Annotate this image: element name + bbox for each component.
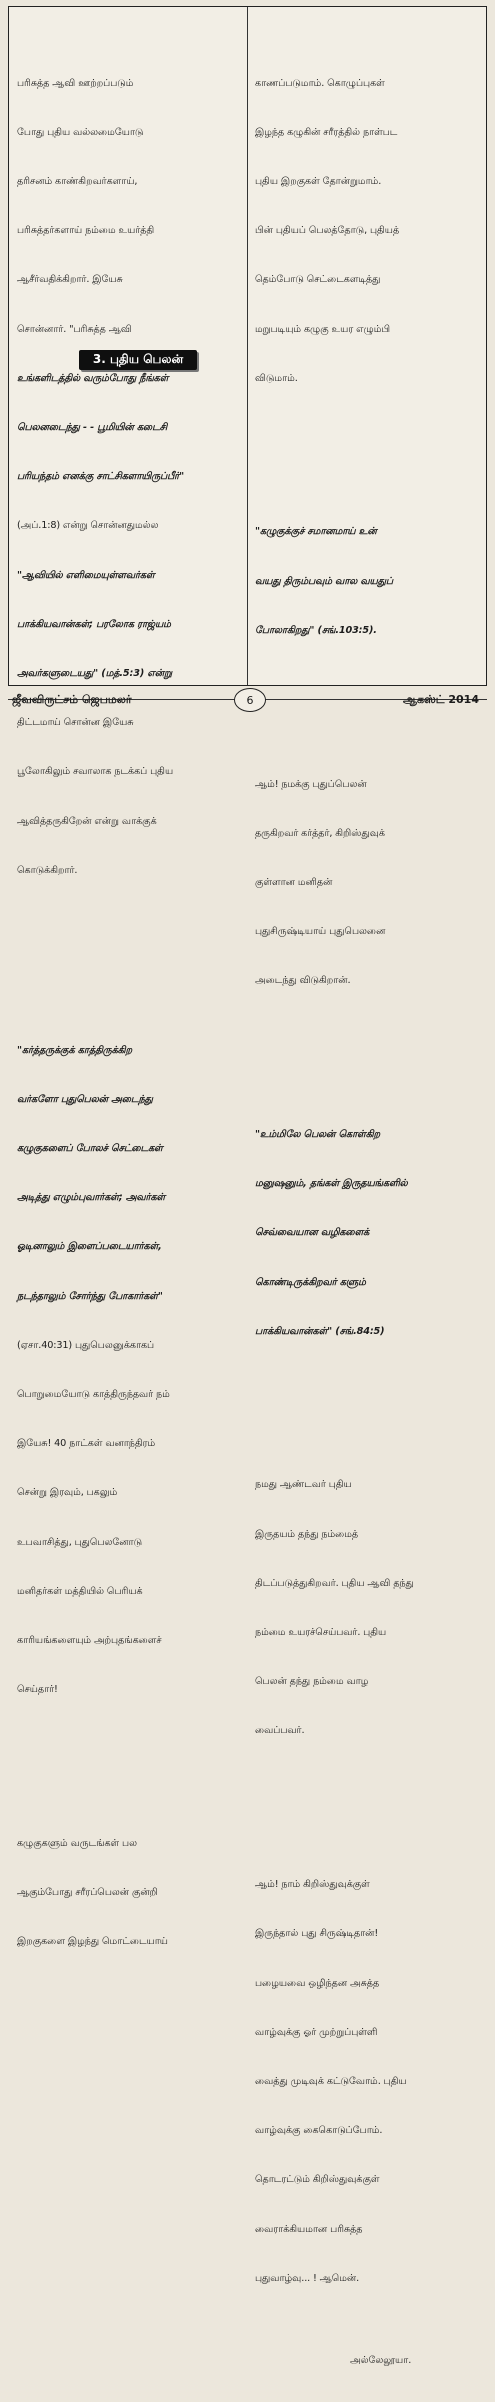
- text-line: வர்களோ புதுபெலன் அடைந்து: [17, 1093, 153, 1105]
- text-line: வைத்து முடிவுக் கட்டுவோம். புதிய: [255, 2075, 407, 2087]
- text-line: ஆவித்தருகிறேன் என்று வாக்குக்: [17, 815, 157, 827]
- text-line: பழையவை ஒழிந்தன அசுத்த: [255, 1977, 380, 1989]
- right-paragraph-4: [255, 1844, 483, 2320]
- paragraph-gap: [255, 1805, 483, 1811]
- text-line: சொன்னார். "பரிசுத்த ஆவி: [17, 323, 132, 335]
- text-line: ஆகும்போது சரீரப்பெலன் குன்றி: [17, 1887, 158, 1898]
- text-line: பாக்கியவான்கள்; பரலோக ராஜ்யம்: [17, 618, 171, 630]
- text-line: செய்தார்!: [17, 1684, 58, 1696]
- text-line: புதிய இறகுகள் தோன்றுமாம்.: [255, 176, 382, 188]
- closing-line: அல்லேலூயா.: [350, 2354, 412, 2366]
- text-line: போது புதிய வல்லமையோடு: [17, 126, 144, 138]
- text-line: பரியந்தம் எனக்கு சாட்சிகளாயிருப்பீர்": [17, 471, 184, 483]
- text-line: மறுபடியும் கழுகு உயர எழும்பி: [255, 323, 391, 335]
- text-line: பரிசுத்த ஆவி ஊற்றப்படும்: [17, 77, 134, 89]
- section-heading: 3. புதிய பெலன்: [79, 350, 197, 370]
- text-line: (ஏசா.40:31) புதுபெலனுக்காகப்: [17, 1339, 155, 1351]
- text-line: நமது ஆண்டவர் புதிய: [255, 1479, 352, 1491]
- text-line: வைராக்கியமான பரிசுத்த: [255, 2223, 363, 2235]
- heading-spacer: [17, 945, 243, 977]
- text-line: விடுமாம்.: [255, 372, 298, 384]
- page-number: 6: [234, 688, 266, 712]
- issue-date: ஆகஸ்ட் 2014: [403, 693, 479, 706]
- text-line: நடந்தாலும் சோர்ந்து போகார்கள்": [17, 1290, 163, 1302]
- text-line: "ஆவியில் எளிமையுள்ளவர்கள்: [17, 569, 155, 581]
- right-quote-2: [255, 1094, 483, 1373]
- text-line: புதுசிருஷ்டியாய் புதுபெலனை: [255, 926, 386, 938]
- text-line: இயேசு! 40 நாட்கள் வனாந்திரம்: [17, 1438, 156, 1450]
- text-line: காணப்படுமாம். கொழுப்புகள்: [255, 77, 385, 89]
- text-line: மனிதர்கள் மத்தியில் பெரியக்: [17, 1585, 143, 1597]
- text-line: பூலோகிலும் சவாலாக நடக்கப் புதிய: [17, 766, 174, 778]
- text-line: மனுஷனும், தங்கள் இருதயங்களில்: [255, 1178, 408, 1190]
- left-paragraph-1: [17, 43, 243, 912]
- text-line: பாக்கியவான்கள்" (சங்.84:5): [255, 1325, 385, 1337]
- text-line: (அப்.1:8) என்று சொன்னதுமல்ல: [17, 520, 159, 532]
- text-line: திடப்படுத்துகிறவர். புதிய ஆவி தந்து: [255, 1577, 414, 1589]
- text-line: ஆம்! நாம் கிறிஸ்துவுக்குள்: [255, 1879, 370, 1891]
- text-line: செவ்வையான வழிகளைக்: [255, 1227, 370, 1239]
- text-line: தரிசனம் காண்கிறவர்களாய்,: [17, 176, 138, 188]
- paragraph-gap: [255, 1055, 483, 1061]
- right-quote-1: [255, 492, 483, 672]
- left-column: [17, 10, 243, 2016]
- text-line: "உம்மிலே பெலன் கொள்கிற: [255, 1128, 380, 1140]
- text-line: இறகுகளை இழந்து மொட்டையாய்: [17, 1936, 168, 1948]
- text-line: காரியங்களையும் அற்புதங்களைச்: [17, 1634, 162, 1646]
- text-line: கொண்டிருக்கிறவர் களும்: [255, 1276, 366, 1288]
- text-line: கழுகுகளும் வருடங்கள் பல: [17, 1837, 137, 1849]
- text-line: "கர்த்தருக்குக் காத்திருக்கிற: [17, 1044, 132, 1056]
- paragraph-gap: [255, 1406, 483, 1412]
- text-line: குள்ளான மனிதன்: [255, 876, 333, 888]
- text-line: தொடரட்டும் கிறிஸ்துவுக்குள்: [255, 2174, 380, 2186]
- text-line: போலாகிறது" (சங்.103:5).: [255, 624, 377, 636]
- text-line: திட்டமாய் சொன்ன இயேசு: [17, 717, 134, 729]
- text-line: அடித்து எழும்புவார்கள்; அவர்கள்: [17, 1192, 166, 1204]
- text-line: வைப்பவர்.: [255, 1725, 305, 1737]
- paragraph-gap: [17, 1764, 243, 1770]
- text-line: கழுகுகளைப் போலச் செட்டைகள்: [17, 1142, 163, 1154]
- text-line: ஓடினாலும் இளைப்படையார்கள்,: [17, 1241, 162, 1253]
- text-line: சென்று இரவும், பகலும்: [17, 1487, 118, 1499]
- text-line: பெலனடைந்து - - பூமியின் கடைசி: [17, 422, 168, 434]
- text-line: பொறுமையோடு காத்திருந்தவர் நம்: [17, 1388, 170, 1400]
- text-line: வாழ்வுக்கு கைகொடுப்போம்.: [255, 2125, 383, 2137]
- right-paragraph-1: [255, 43, 483, 420]
- page-footer: [8, 688, 487, 714]
- text-line: கொடுக்கிறார்.: [17, 864, 78, 876]
- text-line: இருந்தால் புது சிருஷ்டிதான்!: [255, 1928, 379, 1940]
- paragraph-gap: [255, 453, 483, 459]
- column-divider: [247, 7, 248, 685]
- text-line: அடைந்து விடுகிறான்.: [255, 975, 351, 987]
- right-paragraph-2: [255, 744, 483, 1023]
- text-line: உபவாசித்து, புதுபெலனோடு: [17, 1536, 143, 1548]
- text-line: அவர்களுடையது" (மத்.5:3) என்று: [17, 668, 172, 680]
- text-line: பரிசுத்தர்களாய் நம்மை உயர்த்தி: [17, 225, 155, 237]
- left-paragraph-3: [17, 1803, 243, 1983]
- text-line: வயது திரும்பவும் வால வயதுப்: [255, 575, 393, 587]
- text-line: தெம்போடு செட்டைகளடித்து: [255, 274, 381, 286]
- text-line: நம்மை உயரச்செய்பவர். புதிய: [255, 1627, 387, 1639]
- text-line: பெலன் தந்து நம்மை வாழ: [255, 1676, 369, 1688]
- right-paragraph-3: [255, 1445, 483, 1773]
- left-paragraph-2: [17, 1010, 243, 1732]
- text-line: "கழுகுக்குச் சமானமாய் உன்: [255, 526, 377, 538]
- text-line: இருதயம் தந்து நம்மைத்: [255, 1528, 359, 1540]
- text-line: உங்களிடத்தில் வரும்போது நீங்கள்: [17, 372, 169, 384]
- text-line: பின் புதியப் பெலத்தோடு, புதியத்: [255, 225, 400, 237]
- text-line: புதுவாழ்வு... ! ஆமென்.: [255, 2272, 360, 2284]
- text-line: வாழ்வுக்கு ஓர் முற்றுப்புள்ளி: [255, 2026, 378, 2038]
- text-line: இழந்த கழுகின் சரீரத்தில் நாள்பட: [255, 126, 398, 138]
- right-column: [255, 10, 483, 2402]
- text-line: ஆம்! நமக்கு புதுப்பெலன்: [255, 778, 367, 790]
- text-line: ஆசீர்வதிக்கிறார். இயேசு: [17, 274, 123, 286]
- magazine-name: ஜீவவிருட்சம் ஜெபமலர்: [12, 693, 132, 706]
- text-line: தருகிறவர் கர்த்தர், கிறிஸ்துவுக்: [255, 827, 385, 839]
